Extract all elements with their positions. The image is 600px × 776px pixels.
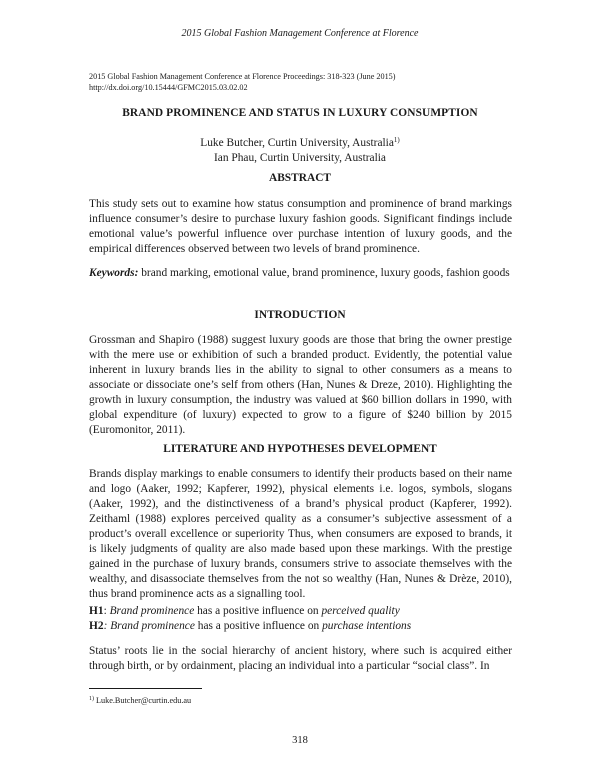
footnote-email[interactable]: Luke.Butcher@curtin.edu.au (94, 696, 192, 705)
footnote: $^{1)}$ Luke.Butcher@curtin.edu.au (89, 696, 192, 705)
keywords-text: brand marking, emotional value, brand prominence, luxury goods, fashion goods (138, 267, 510, 279)
status-paragraph: Status’ roots lie in the social hierarchy of ancient history, where such is acquired either through birth, or by ordainment, placing an individual into a particular “social class”. In (89, 645, 512, 672)
proceedings-info (89, 71, 396, 93)
abstract-text: This study sets out to examine how status consumption and prominence of brand markings influence consumer’s desire to purchase luxury fashion goods. Significant findings include emotional value’s powerful influence over purchase intention of luxury goods, and the empirical differences observed between two levels of brand prominence. (89, 198, 512, 255)
footnote-divider (89, 688, 202, 689)
authors (0, 133, 600, 166)
literature-text: Brands display markings to enable consumers to identify their products based on their name and logo (Aaker, 1992; Kapferer, 1992), physical elements i.e. logos, symbols, slogans (Aaker, 1992), and the distinctiveness of a brand’s physical product (Kapferer, 1992). Zeithaml (1988) explores perceived quality as a consumer’s subjective assessment of a product’s overall excellence or superiority Thus, when consumers are exposed to brands, it is likely judgments of quality are also made based upon these markings. With the prestige gained in the purchase of luxury brands, consumers strive to associate themselves with the wealthy, and disassociate themselves from the not so wealthy (Han, Nunes & Drèze, 2010), thus brand prominence acts as a signalling tool. (89, 468, 512, 600)
introduction-heading: INTRODUCTION (254, 309, 346, 321)
introduction-text: Grossman and Shapiro (1988) suggest luxury goods are those that bring the owner prestige with the mere use or exhibition of such a branded product. Evidently, the potential value inherent in luxury brands lies in the ability to signal to other consumers as a means to associate or dissociate one’s self from others (Han, Nunes & Dreze, 2010). Highlighting the growth in luxury consumption, the industry was valued at $60 billion dollars in 1990, with global expenditure (of luxury) expected to grow to a figure of $240 billion by 2015 (Euromonitor, 2011). (89, 334, 512, 436)
page-number: 318 (292, 735, 308, 746)
author-2: Ian Phau, Curtin University, Australia (214, 152, 386, 164)
footnote-marker[interactable]: 1) (393, 136, 400, 144)
abstract-heading: ABSTRACT (268, 172, 332, 184)
hypothesis-1: H1: Brand prominence has a positive influence on perceived quality (89, 605, 400, 617)
author-1: Luke Butcher, Curtin University, Australia$^{1)}$ (200, 136, 400, 149)
doi-link[interactable]: http://dx.doi.org/10.15444/GFMC2015.03.02.02 (89, 83, 248, 92)
running-header: 2015 Global Fashion Management Conference at Florence (181, 28, 419, 39)
keywords (89, 266, 512, 281)
proceedings-citation: 2015 Global Fashion Management Conference at Florence Proceedings: 318-323 (June 2015) (89, 72, 396, 81)
literature-heading: LITERATURE AND HYPOTHESES DEVELOPMENT (163, 443, 437, 455)
keywords-label: Keywords: (89, 267, 139, 279)
paper-title: BRAND PROMINENCE AND STATUS IN LUXURY CONSUMPTION (122, 107, 478, 119)
hypothesis-2: H2: Brand prominence has a positive influence on purchase intentions (89, 620, 412, 632)
